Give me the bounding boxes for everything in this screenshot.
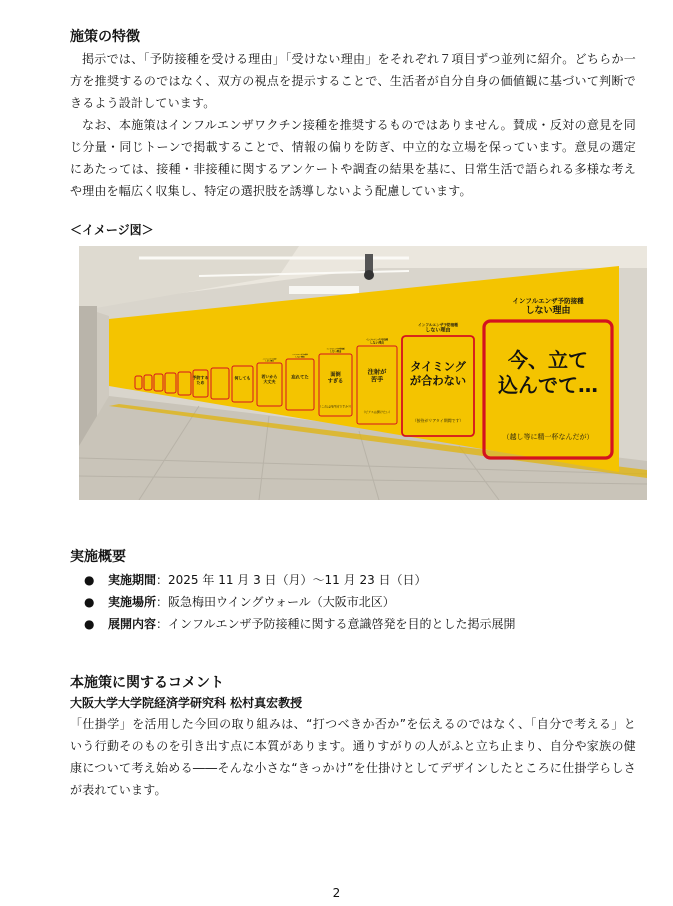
overview-item-value: 2025 年 11 月 3 日（月）〜11 月 23 日（日） xyxy=(168,573,427,587)
poster-header: しない理由 xyxy=(329,349,342,353)
page-number: 2 xyxy=(332,886,341,900)
poster-main-text: 今、立て xyxy=(508,348,588,373)
overview-item-value: 阪急梅田ウイングウォール（大阪市北区） xyxy=(168,595,395,609)
poster-main-text: 苦手 xyxy=(370,376,384,384)
section-heading-comment: 本施策に関するコメント xyxy=(70,675,224,691)
section-heading-features: 施策の特徴 xyxy=(70,29,140,45)
poster-main-text: 何しても xyxy=(234,375,251,381)
features-paragraph-2: なお、本施策はインフルエンザワクチン接種を推奨するものではありません。賛成・反対の意見を同じ分量・同じトーンで掲載することで、情報の偏りを防ぎ、中立的な立場を保っています。意見の選定にあたっては、接種・非接種に関するアンケートや調査の結果を基に、日常生活で語られる多様な考えや理由を幅広く収集し、特定の選択肢を誘導しないよう配慮しています。 xyxy=(70,118,636,198)
poster-main-text: タイミング xyxy=(410,360,466,374)
poster-header: しない理由 xyxy=(295,356,305,359)
poster-header: インフルエンザ予防接種 xyxy=(418,322,458,327)
overview-item-value: インフルエンザ予防接種に関する意識啓発を目的とした掲示展開 xyxy=(168,617,516,631)
poster-main-text: 面倒 xyxy=(330,372,341,379)
overview-item-label: 実施期間 xyxy=(108,573,157,587)
poster-header: しない理由 xyxy=(425,327,451,334)
poster-header: インフルエンザ予防接種 xyxy=(326,348,345,351)
commenter-name: 大阪大学大学院経済学研究科 松村真宏教授 xyxy=(70,696,303,710)
poster-header: インフルエンザ予防接種 xyxy=(512,297,584,305)
poster-note: （越し等に精一杯なんだが） xyxy=(502,432,594,441)
poster-header: インフルエンザ予防接種 xyxy=(262,359,277,361)
bullet-icon: ● xyxy=(84,617,95,631)
overview-item-location: ● 実施場所：阪急梅田ウイングウォール（大阪市北区） xyxy=(84,591,516,613)
overview-item-period: ● 実施期間：2025 年 11 月 3 日（月）〜11 月 23 日（日） xyxy=(84,569,516,591)
poster-main-text: 若いから xyxy=(261,374,278,380)
overview-list xyxy=(84,569,516,635)
poster-main-text: が合わない xyxy=(409,374,467,388)
poster-main-text: 忘れてた xyxy=(291,375,309,381)
station-scene-illustration xyxy=(79,246,647,500)
poster-main-text: 込んでて… xyxy=(498,373,598,398)
comment-body: 「仕掛学」を活用した今回の取り組みは、“打つべきか否か”を伝えるのではなく、「自分で考える」という行動そのものを引き出す点に本質があります。通りすがりの人がふと立ち止まり、自分や家族の健康について考え始める――そんな小さな“きっかけ”を仕掛けとしてデザインしたところに仕掛学らしさが表れています。 xyxy=(70,717,636,797)
section-heading-overview: 実施概要 xyxy=(70,549,126,565)
poster-main-text: 注射が xyxy=(367,368,387,376)
poster-note: （これは何件目ですか?） xyxy=(318,404,353,409)
poster-note: （ピアスは開けたい） xyxy=(362,410,392,415)
poster-header: インフルエンザ予防接種 xyxy=(365,339,389,342)
overview-item-content: ● 展開内容：インフルエンザ予防接種に関する意識啓発を目的とした掲示展開 xyxy=(84,613,516,635)
overview-item-label: 実施場所 xyxy=(108,595,157,609)
image-caption: ＜イメージ図＞ xyxy=(70,223,154,237)
poster-main-text: すぎる xyxy=(327,378,344,385)
bullet-icon: ● xyxy=(84,595,95,609)
poster-header: インフルエンザ予防接種 xyxy=(292,355,308,357)
bullet-icon: ● xyxy=(84,573,95,587)
station-wall-photo xyxy=(79,246,647,500)
poster-main-text: ため xyxy=(196,380,205,386)
overview-item-label: 展開内容 xyxy=(108,617,157,631)
poster-main-text: 大丈夫 xyxy=(263,379,276,385)
poster-header: しない理由 xyxy=(265,360,274,363)
features-paragraph-1: 掲示では、「予防接種を受ける理由」「受けない理由」をそれぞれ７項目ずつ並列に紹介。どちらか一方を推奨するのではなく、双方の視点を提示することで、生活者が自分自身の価値観に基づいて判断できるよう設計しています。 xyxy=(70,52,636,110)
poster-main-text: 予防する xyxy=(192,375,209,381)
poster-header: しない理由 xyxy=(370,340,384,345)
poster-note: （接待がリアタイ期間です） xyxy=(412,418,464,423)
poster-header: しない理由 xyxy=(525,306,571,316)
